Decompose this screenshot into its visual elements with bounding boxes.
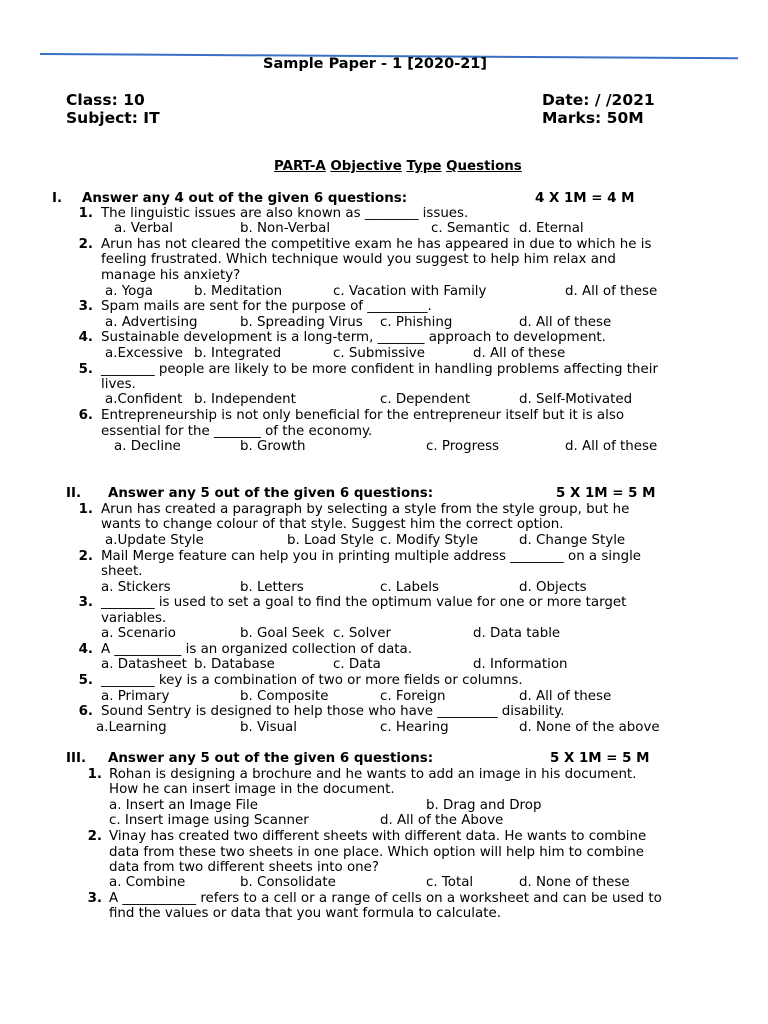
option: d. All of these xyxy=(565,284,658,299)
option: b. Consolidate xyxy=(240,875,336,890)
option: d. All of these xyxy=(473,346,566,361)
option: d. None of the above xyxy=(519,720,660,735)
option: a.Excessive xyxy=(105,346,184,361)
option: a. Datasheet xyxy=(101,657,187,672)
paper-title: Sample Paper - 1 [2020-21] xyxy=(263,56,488,72)
marks-label: Marks: 50M xyxy=(542,109,644,127)
section-2-number: II. xyxy=(66,486,82,501)
section-1-marks: 4 X 1M = 4 M xyxy=(535,191,635,206)
option: c. Hearing xyxy=(380,720,449,735)
option: c. Dependent xyxy=(380,392,471,407)
part-heading-3: Type xyxy=(406,159,442,174)
option: a. Verbal xyxy=(114,221,174,236)
question-text: sheet. xyxy=(101,564,143,579)
question-text: A __________ is an organized collection of data. xyxy=(101,642,413,657)
question-text: feeling frustrated. Which technique would you suggest to help him relax and xyxy=(101,252,616,267)
option: d. Objects xyxy=(519,580,587,595)
option: b. Visual xyxy=(240,720,297,735)
option: b. Load Style xyxy=(287,533,375,548)
option: d. All of these xyxy=(519,689,612,704)
question-text: find the values or data that you want formula to calculate. xyxy=(109,906,501,921)
option: a. Decline xyxy=(114,439,181,454)
question-number: 4. xyxy=(78,642,93,657)
option: a. Yoga xyxy=(105,284,154,299)
section-1-instruction: Answer any 4 out of the given 6 questions: xyxy=(82,191,408,206)
question-number: 3. xyxy=(78,595,93,610)
question-text: wants to change colour of that style. Suggest him the correct option. xyxy=(101,517,564,532)
part-heading xyxy=(274,159,522,175)
option: d. Data table xyxy=(473,626,561,641)
option: a. Combine xyxy=(109,875,186,890)
option: d. Change Style xyxy=(519,533,626,548)
subject-label: Subject: IT xyxy=(66,109,160,127)
option: c. Total xyxy=(426,875,474,890)
question-number: 5. xyxy=(78,673,93,688)
option: c. Foreign xyxy=(380,689,446,704)
option: c. Submissive xyxy=(333,346,425,361)
question-number: 2. xyxy=(78,237,93,252)
option: b. Integrated xyxy=(194,346,282,361)
section-3-instruction: Answer any 5 out of the given 6 questions: xyxy=(108,751,434,766)
question-number: 3. xyxy=(87,891,102,906)
question-text: Vinay has created two different sheets with different data. He wants to combine xyxy=(109,829,647,844)
option: d. Eternal xyxy=(519,221,584,236)
question-text: ________ is used to set a goal to find the optimum value for one or more target xyxy=(101,595,627,610)
question-text: data from two different sheets into one? xyxy=(109,860,379,875)
option: b. Meditation xyxy=(194,284,283,299)
option: a. Advertising xyxy=(105,315,198,330)
option: c. Vacation with Family xyxy=(333,284,487,299)
option: b. Database xyxy=(194,657,275,672)
question-number: 1. xyxy=(78,502,93,517)
question-text: Mail Merge feature can help you in printing multiple address ________ on a single xyxy=(101,549,642,564)
option: d. All of these xyxy=(565,439,658,454)
option: b. Non-Verbal xyxy=(240,221,331,236)
question-text: ________ key is a combination of two or more fields or columns. xyxy=(101,673,523,688)
question-text: ________ people are likely to be more confident in handling problems affecting their xyxy=(101,362,658,377)
option: c. Solver xyxy=(333,626,391,641)
question-number: 3. xyxy=(78,299,93,314)
question-text: Sound Sentry is designed to help those who have _________ disability. xyxy=(101,704,565,719)
question-text: variables. xyxy=(101,611,167,626)
option: b. Spreading Virus xyxy=(240,315,363,330)
option: a.Update Style xyxy=(105,533,204,548)
section-2-instruction: Answer any 5 out of the given 6 questions: xyxy=(108,486,434,501)
question-number: 5. xyxy=(78,362,93,377)
question-text: Rohan is designing a brochure and he wants to add an image in his document. xyxy=(109,767,637,782)
option: d. Self-Motivated xyxy=(519,392,633,407)
question-text: The linguistic issues are also known as ________ issues. xyxy=(101,206,469,221)
option: c. Labels xyxy=(380,580,439,595)
question-text: A ___________ refers to a cell or a range of cells on a worksheet and can be used to xyxy=(109,891,662,906)
option: c. Phishing xyxy=(380,315,453,330)
option: c. Progress xyxy=(426,439,500,454)
section-1-number: I. xyxy=(52,191,63,206)
option: c. Semantic xyxy=(431,221,510,236)
question-number: 6. xyxy=(78,408,93,423)
class-label: Class: 10 xyxy=(66,91,145,109)
option: a. Scenario xyxy=(101,626,176,641)
section-2-marks: 5 X 1M = 5 M xyxy=(556,486,656,501)
question-text: Entrepreneurship is not only beneficial for the entrepreneur itself but it is also xyxy=(101,408,625,423)
section-3-marks: 5 X 1M = 5 M xyxy=(550,751,650,766)
option: a. Insert an Image File xyxy=(109,798,258,813)
option: d. All of these xyxy=(519,315,612,330)
option: a. Primary xyxy=(101,689,170,704)
option: b. Growth xyxy=(240,439,306,454)
question-text: Arun has not cleared the competitive exam he has appeared in due to which he is xyxy=(101,237,652,252)
option: a. Stickers xyxy=(101,580,171,595)
option: b. Letters xyxy=(240,580,304,595)
question-number: 2. xyxy=(78,549,93,564)
date-label: Date: / /2021 xyxy=(542,91,655,109)
question-text: essential for the _______ of the economy. xyxy=(101,424,373,439)
option: b. Composite xyxy=(240,689,329,704)
option: c. Insert image using Scanner xyxy=(109,813,309,828)
option: a.Confident xyxy=(105,392,183,407)
option: b. Independent xyxy=(194,392,296,407)
question-text: How he can insert image in the document. xyxy=(109,782,395,797)
question-number: 2. xyxy=(87,829,102,844)
option: d. None of these xyxy=(519,875,630,890)
question-number: 6. xyxy=(78,704,93,719)
part-heading-2: Objective xyxy=(330,159,402,174)
part-heading-1: PART-A xyxy=(274,159,326,174)
option: c. Modify Style xyxy=(380,533,479,548)
question-number: 1. xyxy=(78,206,93,221)
section-3-number: III. xyxy=(66,751,87,766)
question-text: manage his anxiety? xyxy=(101,268,241,283)
question-text: Arun has created a paragraph by selecting a style from the style group, but he xyxy=(101,502,630,517)
option: d. All of the Above xyxy=(380,813,504,828)
question-text: Sustainable development is a long-term, _______ approach to development. xyxy=(101,330,606,345)
question-number: 1. xyxy=(87,767,102,782)
part-heading-4: Questions xyxy=(446,159,522,174)
question-number: 4. xyxy=(78,330,93,345)
option: d. Information xyxy=(473,657,568,672)
option: c. Data xyxy=(333,657,381,672)
question-text: Spam mails are sent for the purpose of _________. xyxy=(101,299,432,314)
question-text: data from these two sheets in one place. Which option will help him to combine xyxy=(109,845,645,860)
option: b. Drag and Drop xyxy=(426,798,542,813)
question-text: lives. xyxy=(101,377,136,392)
option: a.Learning xyxy=(96,720,167,735)
option: b. Goal Seek xyxy=(240,626,325,641)
